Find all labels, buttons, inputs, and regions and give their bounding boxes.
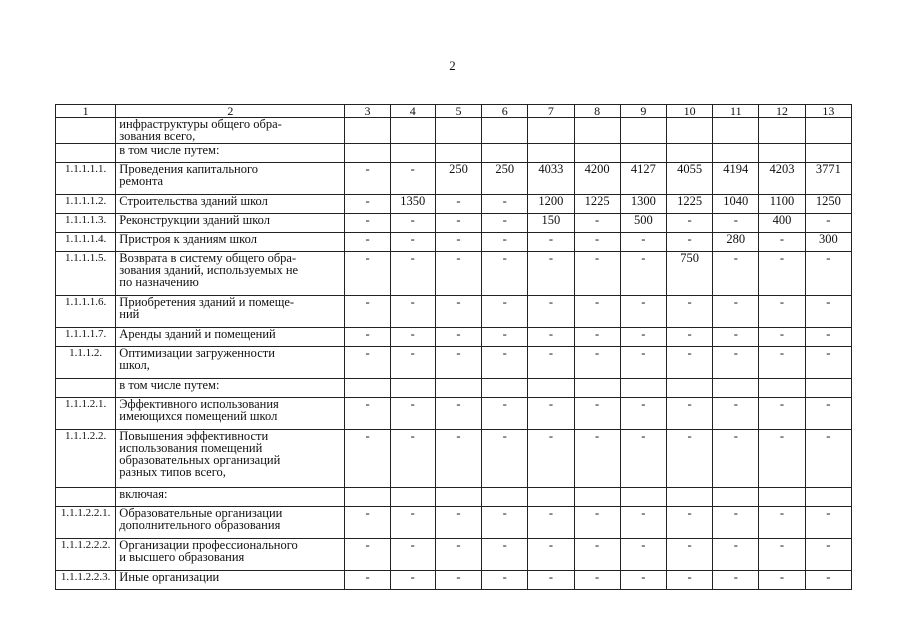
value-cell: - (390, 233, 435, 252)
value-cell: - (620, 571, 666, 590)
value-cell (435, 379, 481, 398)
value-cell: 150 (528, 214, 574, 233)
row-code (56, 144, 116, 163)
value-cell: - (390, 347, 435, 379)
value-cell: - (528, 296, 574, 328)
value-cell: - (390, 430, 435, 488)
value-cell (528, 144, 574, 163)
value-cell: - (574, 214, 620, 233)
value-cell: - (620, 347, 666, 379)
value-cell: - (345, 195, 390, 214)
value-cell: - (435, 252, 481, 296)
value-cell: 4033 (528, 163, 574, 195)
value-cell: - (805, 507, 851, 539)
value-cell: - (345, 347, 390, 379)
value-cell: - (666, 430, 712, 488)
page-number: 2 (449, 58, 456, 73)
row-code: 1.1.1.2.2.1. (56, 507, 116, 539)
row-description: Образовательные организации дополнительного образования (116, 507, 345, 539)
value-cell: 1225 (666, 195, 712, 214)
row-code: 1.1.1.1.5. (56, 252, 116, 296)
value-cell: - (620, 507, 666, 539)
value-cell: - (713, 507, 759, 539)
header-row (56, 105, 852, 118)
value-cell: - (390, 507, 435, 539)
header-cell: 10 (666, 105, 712, 118)
value-cell (528, 118, 574, 144)
value-cell: - (482, 571, 528, 590)
value-cell: - (620, 398, 666, 430)
row-description: в том числе путем: (116, 144, 345, 163)
value-cell: 1100 (759, 195, 805, 214)
value-cell: 3771 (805, 163, 851, 195)
data-table (55, 104, 852, 590)
value-cell: - (435, 571, 481, 590)
value-cell: - (666, 233, 712, 252)
value-cell: - (759, 252, 805, 296)
value-cell: - (390, 296, 435, 328)
value-cell (528, 488, 574, 507)
value-cell: - (528, 398, 574, 430)
value-cell (345, 118, 390, 144)
value-cell: - (574, 328, 620, 347)
header-cell: 13 (805, 105, 851, 118)
value-cell: - (759, 571, 805, 590)
row-code: 1.1.1.2.2.3. (56, 571, 116, 590)
value-cell: - (574, 252, 620, 296)
value-cell: - (345, 233, 390, 252)
value-cell: 1040 (713, 195, 759, 214)
value-cell (759, 379, 805, 398)
table-row (56, 507, 852, 539)
value-cell: - (666, 539, 712, 571)
value-cell: - (345, 296, 390, 328)
value-cell (390, 379, 435, 398)
value-cell: - (482, 252, 528, 296)
value-cell: - (574, 398, 620, 430)
value-cell (805, 488, 851, 507)
value-cell: 280 (713, 233, 759, 252)
value-cell: - (805, 252, 851, 296)
table-row (56, 214, 852, 233)
value-cell: - (759, 233, 805, 252)
value-cell: - (482, 430, 528, 488)
value-cell (620, 379, 666, 398)
value-cell: 300 (805, 233, 851, 252)
value-cell: - (666, 214, 712, 233)
row-description: в том числе путем: (116, 379, 345, 398)
table-header (56, 105, 852, 118)
value-cell: - (713, 252, 759, 296)
header-cell: 11 (713, 105, 759, 118)
value-cell (574, 379, 620, 398)
value-cell: - (435, 214, 481, 233)
value-cell: 1350 (390, 195, 435, 214)
table-row (56, 195, 852, 214)
value-cell: - (482, 296, 528, 328)
value-cell: - (435, 347, 481, 379)
value-cell (666, 488, 712, 507)
value-cell: 400 (759, 214, 805, 233)
value-cell: - (345, 214, 390, 233)
value-cell: - (390, 398, 435, 430)
value-cell: - (713, 571, 759, 590)
value-cell (482, 488, 528, 507)
value-cell: - (345, 252, 390, 296)
value-cell (759, 488, 805, 507)
value-cell: - (482, 507, 528, 539)
value-cell: - (435, 507, 481, 539)
value-cell (390, 144, 435, 163)
table-row (56, 252, 852, 296)
row-description: Пристроя к зданиям школ (116, 233, 345, 252)
value-cell: 1300 (620, 195, 666, 214)
value-cell (390, 118, 435, 144)
value-cell: 4127 (620, 163, 666, 195)
value-cell (345, 379, 390, 398)
row-description: Эффективного использования имеющихся помещений школ (116, 398, 345, 430)
value-cell: - (620, 233, 666, 252)
table-row (56, 118, 852, 144)
value-cell (345, 144, 390, 163)
value-cell: - (666, 398, 712, 430)
value-cell (666, 144, 712, 163)
value-cell: 1225 (574, 195, 620, 214)
header-cell: 4 (390, 105, 435, 118)
value-cell: - (666, 296, 712, 328)
table-row (56, 233, 852, 252)
value-cell: - (759, 539, 805, 571)
value-cell: - (713, 296, 759, 328)
value-cell: - (713, 347, 759, 379)
row-description: Приобретения зданий и помеще- ний (116, 296, 345, 328)
value-cell: - (620, 539, 666, 571)
row-code: 1.1.1.2.2.2. (56, 539, 116, 571)
value-cell (482, 118, 528, 144)
value-cell: - (482, 233, 528, 252)
value-cell (805, 379, 851, 398)
value-cell: - (482, 328, 528, 347)
value-cell: - (435, 296, 481, 328)
header-cell: 6 (482, 105, 528, 118)
value-cell (713, 488, 759, 507)
value-cell (620, 144, 666, 163)
row-code: 1.1.1.1.4. (56, 233, 116, 252)
value-cell: - (390, 252, 435, 296)
row-description: Строительства зданий школ (116, 195, 345, 214)
value-cell: - (528, 507, 574, 539)
row-code (56, 118, 116, 144)
value-cell: 1200 (528, 195, 574, 214)
table-row (56, 347, 852, 379)
header-cell: 5 (435, 105, 481, 118)
value-cell (482, 144, 528, 163)
value-cell: - (528, 539, 574, 571)
value-cell: - (528, 571, 574, 590)
value-cell: - (482, 539, 528, 571)
header-cell: 1 (56, 105, 116, 118)
header-cell: 12 (759, 105, 805, 118)
value-cell: - (759, 347, 805, 379)
row-description: Возврата в систему общего обра- зования зданий, используемых не по назначению (116, 252, 345, 296)
value-cell: - (390, 539, 435, 571)
value-cell (666, 379, 712, 398)
table-row (56, 539, 852, 571)
value-cell: - (574, 233, 620, 252)
value-cell (713, 379, 759, 398)
table-row (56, 144, 852, 163)
row-description: включая: (116, 488, 345, 507)
value-cell: - (390, 214, 435, 233)
value-cell: - (390, 571, 435, 590)
value-cell: - (805, 214, 851, 233)
row-description: Иные организации (116, 571, 345, 590)
value-cell: - (435, 398, 481, 430)
row-description: инфраструктуры общего обра- зования всего, (116, 118, 345, 144)
value-cell: - (528, 430, 574, 488)
row-description: Повышения эффективности использования помещений образовательных организаций разных типов всего, (116, 430, 345, 488)
row-description: Реконструкции зданий школ (116, 214, 345, 233)
row-code: 1.1.1.1.6. (56, 296, 116, 328)
row-code: 1.1.1.2.1. (56, 398, 116, 430)
value-cell: - (390, 328, 435, 347)
value-cell: - (666, 328, 712, 347)
value-cell: - (805, 347, 851, 379)
value-cell: - (759, 398, 805, 430)
value-cell: - (620, 296, 666, 328)
value-cell: - (528, 233, 574, 252)
value-cell: - (435, 539, 481, 571)
value-cell (390, 488, 435, 507)
value-cell (528, 379, 574, 398)
table-row (56, 296, 852, 328)
value-cell: - (805, 296, 851, 328)
row-description: Аренды зданий и помещений (116, 328, 345, 347)
value-cell: - (345, 507, 390, 539)
value-cell (574, 118, 620, 144)
value-cell: 1250 (805, 195, 851, 214)
value-cell (435, 488, 481, 507)
value-cell: 250 (482, 163, 528, 195)
value-cell: - (574, 296, 620, 328)
value-cell (759, 118, 805, 144)
value-cell: - (435, 195, 481, 214)
value-cell: - (666, 507, 712, 539)
row-description: Оптимизации загруженности школ, (116, 347, 345, 379)
value-cell: - (482, 398, 528, 430)
header-cell: 8 (574, 105, 620, 118)
value-cell: - (528, 347, 574, 379)
value-cell (574, 144, 620, 163)
row-code: 1.1.1.2.2. (56, 430, 116, 488)
value-cell: - (620, 252, 666, 296)
value-cell: - (713, 214, 759, 233)
value-cell (482, 379, 528, 398)
value-cell (574, 488, 620, 507)
row-description: Проведения капитального ремонта (116, 163, 345, 195)
value-cell: - (345, 163, 390, 195)
value-cell: - (482, 347, 528, 379)
value-cell: - (805, 571, 851, 590)
value-cell: - (759, 328, 805, 347)
row-code: 1.1.1.1.2. (56, 195, 116, 214)
value-cell: - (713, 430, 759, 488)
value-cell: - (345, 328, 390, 347)
value-cell: - (574, 430, 620, 488)
value-cell: - (713, 328, 759, 347)
value-cell: - (528, 328, 574, 347)
value-cell (620, 488, 666, 507)
value-cell: 4200 (574, 163, 620, 195)
value-cell: 750 (666, 252, 712, 296)
table-row (56, 379, 852, 398)
table-row (56, 328, 852, 347)
value-cell: - (713, 539, 759, 571)
table-row (56, 430, 852, 488)
value-cell: - (435, 328, 481, 347)
header-cell: 7 (528, 105, 574, 118)
value-cell: - (345, 539, 390, 571)
value-cell: 4194 (713, 163, 759, 195)
value-cell (345, 488, 390, 507)
value-cell (620, 118, 666, 144)
value-cell: - (435, 430, 481, 488)
row-code (56, 379, 116, 398)
value-cell (435, 118, 481, 144)
value-cell: - (390, 163, 435, 195)
value-cell (805, 118, 851, 144)
value-cell: - (574, 539, 620, 571)
value-cell: - (666, 571, 712, 590)
value-cell (666, 118, 712, 144)
value-cell: - (759, 507, 805, 539)
header-cell: 3 (345, 105, 390, 118)
value-cell: - (759, 296, 805, 328)
value-cell: - (805, 328, 851, 347)
value-cell: 250 (435, 163, 481, 195)
header-cell: 2 (116, 105, 345, 118)
value-cell: - (666, 347, 712, 379)
value-cell (805, 144, 851, 163)
value-cell: - (620, 328, 666, 347)
value-cell: 4203 (759, 163, 805, 195)
value-cell (759, 144, 805, 163)
value-cell: - (345, 430, 390, 488)
value-cell: 4055 (666, 163, 712, 195)
row-code: 1.1.1.1.3. (56, 214, 116, 233)
value-cell (435, 144, 481, 163)
value-cell: - (620, 430, 666, 488)
header-cell: 9 (620, 105, 666, 118)
value-cell: - (345, 571, 390, 590)
value-cell: - (435, 233, 481, 252)
value-cell: - (759, 430, 805, 488)
value-cell (713, 144, 759, 163)
row-code: 1.1.1.1.1. (56, 163, 116, 195)
value-cell (713, 118, 759, 144)
row-code: 1.1.1.2. (56, 347, 116, 379)
value-cell: - (805, 539, 851, 571)
table-row (56, 163, 852, 195)
value-cell: - (574, 347, 620, 379)
value-cell: - (713, 398, 759, 430)
table-body (56, 118, 852, 590)
row-description: Организации профессионального и высшего образования (116, 539, 345, 571)
table-row (56, 571, 852, 590)
value-cell: - (805, 430, 851, 488)
value-cell: - (345, 398, 390, 430)
value-cell: - (528, 252, 574, 296)
table-row (56, 488, 852, 507)
value-cell: - (482, 214, 528, 233)
row-code (56, 488, 116, 507)
value-cell: - (482, 195, 528, 214)
row-code: 1.1.1.1.7. (56, 328, 116, 347)
value-cell: - (805, 398, 851, 430)
value-cell: - (574, 571, 620, 590)
value-cell: 500 (620, 214, 666, 233)
value-cell: - (574, 507, 620, 539)
table-row (56, 398, 852, 430)
